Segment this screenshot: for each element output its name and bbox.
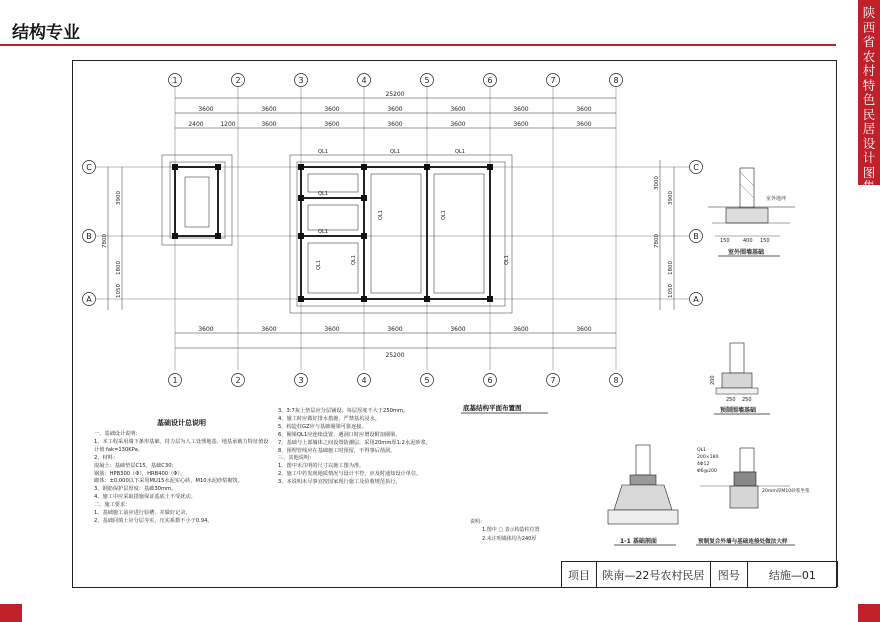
- note-mid-4: 6、圈梁QL1应连续设置，遇洞口时应增设附加圈梁。: [278, 431, 401, 438]
- notes-left-column: [94, 431, 270, 526]
- sub-span-2400: 2400: [188, 121, 204, 128]
- dim-right-1800: 1800: [668, 261, 674, 275]
- legend-item-1: 1.图中 ▢ 表示构造柱位置: [482, 527, 540, 533]
- title-block-item-value: 陕南—22号农村民居: [597, 562, 711, 587]
- beam-label-9: QL1: [351, 255, 357, 265]
- note-left-4: 混凝土：基础垫层C15，基础C30；: [94, 462, 177, 469]
- prefab-dim-250-a: 250: [726, 397, 736, 403]
- dim-right-3000: 3000: [654, 176, 660, 190]
- note-left-6: 砌体：±0.000以下采用MU15水泥实心砖，M10水泥砂浆砌筑。: [94, 478, 243, 485]
- span-bottom-1: 3600: [198, 326, 214, 333]
- span-row3-5: 3600: [450, 121, 466, 128]
- beam-label-1: QL1: [318, 149, 328, 155]
- span-bottom-4: 3600: [387, 326, 403, 333]
- note-left-1: 一、基础设计说明：: [94, 431, 141, 437]
- axis-label-6-bottom: 6: [487, 376, 493, 385]
- note-left-2: 1、本工程采用墙下条形基础，持力层为人工处理地基，地基承载力特征值设计值 fak=130KPa。: [94, 438, 269, 453]
- axis-label-6-top: 6: [487, 76, 493, 85]
- span-bottom-6: 3600: [513, 326, 529, 333]
- wall-foundation-title: 室外围墙基础: [728, 249, 765, 256]
- foundation-walls: [175, 167, 490, 299]
- total-length-bottom: 25200: [385, 352, 405, 359]
- section-detail: [608, 445, 678, 524]
- inner-rooms: [185, 174, 484, 293]
- span-top-2: 3600: [261, 106, 277, 113]
- section-title: 1-1 基础剖面: [620, 538, 657, 545]
- wall-outdoor-ground: 室外地坪: [766, 196, 787, 202]
- section-label-stirrups: Φ6@200: [697, 469, 717, 474]
- section-label-bars: 4Φ12: [697, 462, 710, 467]
- note-mid-7: 三、其他说明：: [278, 455, 315, 462]
- dim-left-1800: 1800: [116, 261, 122, 275]
- note-mid-8: 1、图中未注明的尺寸以施工图为准。: [278, 463, 365, 470]
- axis-label-c-left: C: [86, 163, 92, 172]
- beam-label-5: QL1: [318, 229, 328, 235]
- foundation-outline: [162, 155, 512, 313]
- span-bottom-2: 3600: [261, 326, 277, 333]
- note-left-10: 1、基础施工前应进行验槽，并做好记录。: [94, 510, 191, 517]
- connection-mortar-note: 20mm厚M10砂浆坐浆: [762, 489, 810, 494]
- span-bottom-3: 3600: [324, 326, 340, 333]
- legend-title: 说明：: [470, 519, 486, 525]
- span-top-4: 3600: [387, 106, 403, 113]
- span-top-3: 3600: [324, 106, 340, 113]
- axis-label-a-right: A: [693, 295, 699, 304]
- wall-dim-150-right: 150: [760, 238, 770, 244]
- section-label-size: 200×180: [697, 455, 719, 460]
- beam-label-3: QL1: [455, 149, 465, 155]
- axis-label-1-bottom: 1: [172, 376, 178, 385]
- note-mid-3: 5、构造柱GZ应与基础圈梁可靠连接。: [278, 423, 367, 430]
- prefab-dim-200: 200: [710, 375, 716, 385]
- span-bottom-7: 3600: [576, 326, 592, 333]
- axis-label-7-top: 7: [550, 76, 556, 85]
- dim-right-7800: 7800: [654, 234, 660, 248]
- axis-label-5-top: 5: [424, 76, 430, 85]
- note-left-9: 二、施工要求：: [94, 502, 131, 509]
- axis-label-2-top: 2: [235, 76, 241, 85]
- beam-label-2: QL1: [390, 149, 400, 155]
- span-top-7: 3600: [576, 106, 592, 113]
- dim-right-3900: 3900: [668, 191, 674, 205]
- prefab-dim-250-b: 250: [742, 397, 752, 403]
- note-mid-5: 7、基础与上部墙体之间设置防潮层，采用20mm厚1:2水泥砂浆。: [278, 439, 431, 446]
- span-row3-7: 3600: [576, 121, 592, 128]
- beam-label-8: QL1: [504, 255, 510, 265]
- note-left-7: 3、钢筋保护层厚度：基础30mm。: [94, 486, 177, 493]
- note-left-5: 钢筋：HPB300（Φ），HRB400（Φ）。: [94, 470, 186, 477]
- axis-label-8-bottom: 8: [613, 376, 619, 385]
- dim-right-1050: 1050: [668, 284, 674, 298]
- dim-left-7800: 7800: [102, 234, 108, 248]
- bottom-dimensions: [175, 333, 616, 348]
- span-bottom-5: 3600: [450, 326, 466, 333]
- span-top-6: 3600: [513, 106, 529, 113]
- plan-title: 底基结构平面布置图: [463, 404, 522, 412]
- span-row3-6: 3600: [513, 121, 529, 128]
- notes-title: 基础设计总说明: [157, 419, 206, 427]
- span-row3-2: 3600: [261, 121, 277, 128]
- axis-label-4-top: 4: [361, 76, 367, 85]
- axis-label-3-bottom: 3: [298, 376, 304, 385]
- legend: [470, 518, 540, 542]
- side-band-text: 陕西省农村特色民居设计图集: [862, 5, 876, 194]
- connection-title: 预制复合外墙与基础连接处做法大样: [698, 539, 788, 545]
- sub-span-1200: 1200: [220, 121, 236, 128]
- legend-item-2: 2.未注明墙体均为240厚: [482, 536, 537, 542]
- dim-left-1050: 1050: [116, 284, 122, 298]
- span-row3-4: 3600: [387, 121, 403, 128]
- dimension-text: [188, 91, 591, 359]
- page-title: 结构专业: [12, 23, 80, 43]
- note-left-11: 2、基础回填土应分层夯实，压实系数不小于0.94。: [94, 517, 213, 524]
- total-length-top: 25200: [385, 91, 405, 98]
- axis-label-1-top: 1: [172, 76, 178, 85]
- beam-label-10: QL1: [316, 260, 322, 270]
- note-left-3: 2、材料：: [94, 454, 119, 461]
- title-block-item-label: 项目: [562, 562, 597, 587]
- beam-label-7: QL1: [441, 210, 447, 220]
- axis-label-a-left: A: [86, 295, 92, 304]
- axis-label-8-top: 8: [613, 76, 619, 85]
- wall-dim-400: 400: [743, 238, 753, 244]
- title-block-drawing-label: 图号: [711, 562, 748, 587]
- title-block-drawing-value: 结施—01: [748, 562, 838, 587]
- note-left-8: 4、施工中应采取措施保证基底土不受扰动。: [94, 494, 196, 501]
- axis-label-3-top: 3: [298, 76, 304, 85]
- wall-foundation-detail: [708, 168, 795, 236]
- axis-label-7-bottom: 7: [550, 376, 556, 385]
- prefab-foundation-detail: [716, 343, 758, 394]
- wall-dim-150-left: 150: [720, 238, 730, 244]
- note-mid-1: 3、3:7灰土垫层应分层铺设，每层厚度不大于250mm。: [278, 408, 409, 414]
- axis-label-4-bottom: 4: [361, 376, 367, 385]
- note-mid-9: 2、施工中若发现地质情况与设计不符，应及时通知设计单位。: [278, 471, 422, 478]
- axis-label-5-bottom: 5: [424, 376, 430, 385]
- span-row3-3: 3600: [324, 121, 340, 128]
- note-mid-6: 8、预埋管线应在基础施工时预留，不得事后凿洞。: [278, 447, 396, 454]
- prefab-foundation-title: 预制围墙基础: [720, 407, 757, 414]
- axis-label-c-right: C: [693, 163, 699, 172]
- beam-label-6: QL1: [378, 210, 384, 220]
- section-label-ql1: QL1: [697, 448, 707, 453]
- notes-middle-column: [278, 408, 454, 487]
- span-top-1: 3600: [198, 106, 214, 113]
- title-block: [561, 561, 838, 587]
- dim-left-3900: 3900: [116, 191, 122, 205]
- beam-label-4: QL1: [318, 191, 328, 197]
- axis-label-b-left: B: [86, 232, 92, 241]
- axis-label-2-bottom: 2: [235, 376, 241, 385]
- span-top-5: 3600: [450, 106, 466, 113]
- note-mid-10: 3、本说明未尽事宜按国家现行施工及验收规范执行。: [278, 479, 401, 486]
- axis-label-b-right: B: [693, 232, 699, 241]
- note-mid-2: 4、施工时应做好排水措施，严禁基坑浸水。: [278, 415, 380, 422]
- structural-columns: [172, 164, 493, 302]
